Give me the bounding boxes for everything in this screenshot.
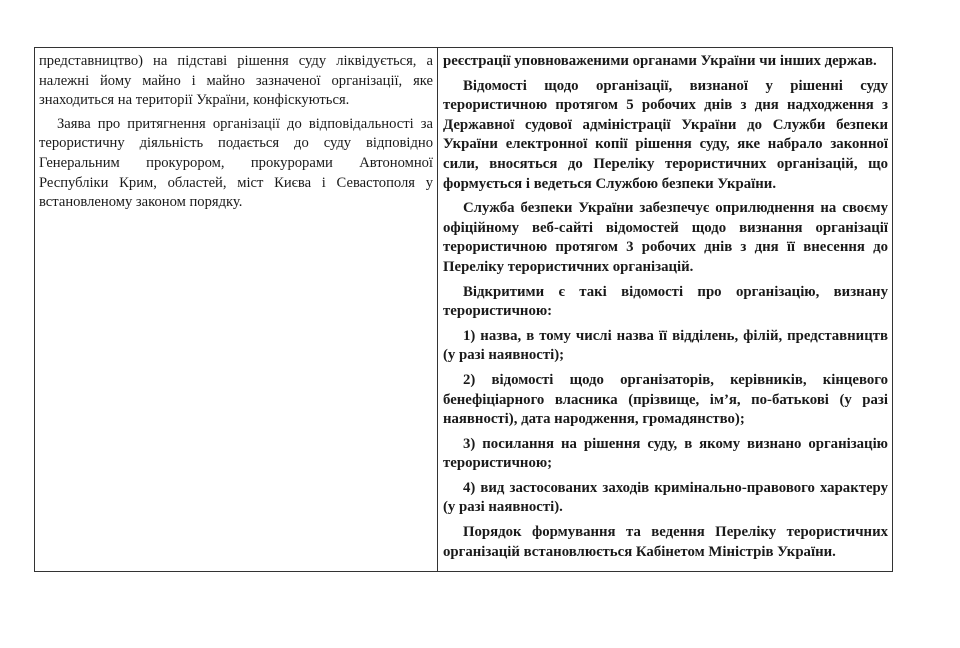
right-list-item-2: 2) відомості щодо організаторів, керівників, кінцевого бенефіціарного власника (прізвище, ім’я, по-батькові (у разі наявності), дата народження, громадянство); xyxy=(443,371,888,428)
right-column-cell xyxy=(438,48,892,571)
right-list-item-1: 1) назва, в тому числі назва її відділень, філій, представництв (у разі наявності); xyxy=(443,327,888,364)
left-column-cell xyxy=(35,48,438,571)
right-paragraph-final: Порядок формування та ведення Переліку терористичних організацій встановлюється Кабінетом Міністрів України. xyxy=(443,524,888,560)
left-paragraph-1: представництво) на підставі рішення суду ліквідується, а належні йому майно і майно зазначеної організації, яке знаходиться на території України, конфіскуються. xyxy=(39,53,433,109)
right-paragraph-4: Відкритими є такі відомості про організацію, визнану терористичною: xyxy=(443,283,888,320)
right-paragraph-2: Відомості щодо організації, визнаної у рішенні суду терористичною протягом 5 робочих днів з дня надходження з Державної судової адміністрації України до Служби безпеки України електронної копії рішення суду, яке набрало законної сили, вносяться до Переліку терористичних організацій, що формується і ведеться Службою безпеки України. xyxy=(443,77,888,192)
right-paragraph-3: Служба безпеки України забезпечує оприлюднення на своєму офіційному веб-сайті відомостей щодо визнання організації терористичною протягом 3 робочих днів з дня її внесення до Переліку терористичних організацій. xyxy=(443,200,888,275)
left-paragraph-2: Заява про притягнення організації до відповідальності за терористичну діяльність подається до суду відповідно Генеральним прокурором, прокурорами Автономної Республіки Крим, областей, міст Києва і Севастополя у встановленому законом порядку. xyxy=(39,115,433,211)
comparison-table xyxy=(34,47,893,572)
right-list-item-4: 4) вид застосованих заходів кримінально-правового характеру (у разі наявності). xyxy=(443,479,888,516)
right-paragraph-1: реєстрації уповноваженими органами України чи інших держав. xyxy=(443,53,877,69)
right-list-item-3: 3) посилання на рішення суду, в якому визнано організацію терористичною; xyxy=(443,435,888,472)
